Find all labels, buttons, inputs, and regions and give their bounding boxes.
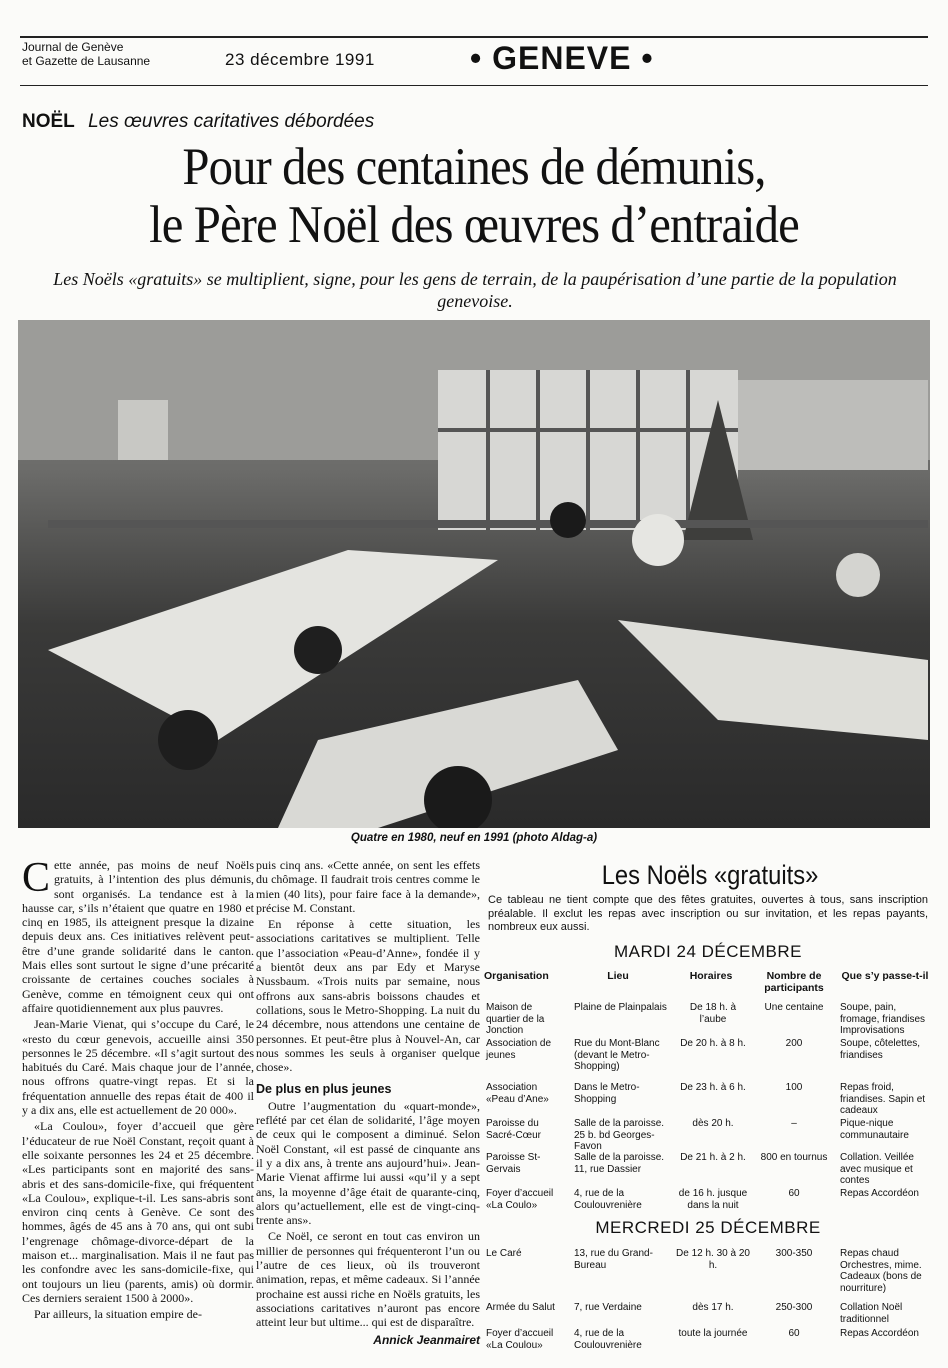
table-cell: Une centaine	[764, 1002, 824, 1013]
table-cell: 4, rue de la Coulouvrenière	[574, 1328, 642, 1351]
paragraph: Ce Noël, ce seront en tout cas environ un millier de personnes qui fréquenteront l’un ou l’autre de ces lieux, où ils trouveront animation, repas, et même cadeaux. Si l’année prochaine est aussi riche en Noëls gratuits, les associations caritatives n’auront pas encore atteint leur but ultime... qui est de disparaître.	[256, 1229, 480, 1330]
headline-line1: Pour des centaines de démunis,	[182, 138, 766, 196]
box-title: Les Noëls «gratuits»	[601, 860, 819, 890]
table-cell: 800 en tournus	[760, 1152, 828, 1163]
paragraph: Cette année, pas moins de neuf Noëls gratuits, à l’intention des plus démunis, sont organisés. La tendance est à la hausse car, s’ils n’étaient que quatre en 1980 et cinq en 1985, ils atteignent presque la dizaine depuis deux ans. Ces initiatives relèvent peut-être d’une grande solidarité dans le canton. Mais elles sont surtout le signe d’une précarité croissante de certaines couches sociales à Genève, comme en témoignent ceux qui ont affaire quotidiennement aux plus pauvres.	[22, 855, 254, 1015]
table-cell: Foyer d’accueil «La Coulou»	[486, 1328, 554, 1351]
paragraph: En réponse à cette situation, les associations caritatives se multiplient. Telle que l’association «Peau-d’Anne», fondée il y a bientôt deux ans par Edy et Maryse Nussbaum. «Trois nuits par semaine, nous offrons aux sans-abris boissons chaudes et collations, sous le Metro-Shopping. La nuit du 24 décembre, nous attendons une centaine de personnes. Et peut-être plus à Nouvel-An, car nous sommes les seuls à organiser quelque chose».	[256, 917, 480, 1075]
table-cell: 100	[785, 1082, 803, 1093]
table-cell: Collation. Veillée avec musique et contes	[840, 1152, 914, 1186]
table-cell: 7, rue Verdaine	[574, 1302, 642, 1313]
table-cell: De 20 h. à 8 h.	[680, 1038, 746, 1049]
table-cell: 60	[788, 1328, 800, 1339]
table-cell: 200	[785, 1038, 803, 1049]
table-cell: 60	[788, 1188, 800, 1199]
table-cell: Collation Noël traditionnel	[840, 1302, 903, 1325]
author-signature: Annick Jeanmairet	[373, 1332, 480, 1347]
section-title: • GENEVE •	[470, 40, 654, 76]
table-cell: 250-300	[775, 1302, 813, 1313]
day-heading-1: MARDI 24 DÉCEMBRE	[614, 942, 802, 961]
paragraph: puis cinq ans. «Cette année, on sent les effets du chômage. Il faudrait trois centres comme le mien (40 lits), pour faire face à la demande», précise M. Constant.	[256, 858, 480, 915]
table-cell: Soupe, côtelettes, friandises	[840, 1038, 921, 1061]
table-cell: Soupe, pain, fromage, friandises Improvisations	[840, 1002, 926, 1036]
table-cell: Salle de la paroisse. 25 b. bd Georges-Favon	[574, 1118, 665, 1152]
table-cell: Plaine de Plainpalais	[574, 1002, 667, 1013]
kicker-tag: NOËL	[22, 111, 75, 132]
table-cell: Le Caré	[486, 1248, 522, 1259]
article-column-2	[256, 858, 480, 1347]
table-cell: Repas chaud Orchestres, mime. Cadeaux (bons de nourriture)	[840, 1248, 922, 1294]
paper-name-line1: Journal de Genève	[22, 40, 124, 54]
table-cell: De 18 h. à l’aube	[689, 1002, 737, 1025]
header-activites: Que s’y passe-t-il	[841, 970, 929, 982]
kicker-text: Les œuvres caritatives débordées	[88, 111, 375, 132]
table-cell: 300-350	[775, 1248, 813, 1259]
table-cell: dès 17 h.	[692, 1302, 734, 1313]
top-rule	[20, 36, 928, 38]
table-cell: Rue du Mont-Blanc (devant le Metro-Shopping)	[574, 1038, 660, 1072]
box-intro: Ce tableau ne tient compte que des fêtes gratuites, ouvertes à tous, sans inscription préalable. Il exclut les repas avec inscription ou sur invitation, et les repas payants, nombreux eux aussi.	[488, 894, 928, 933]
header-lieu: Lieu	[607, 970, 629, 982]
article-column-1	[22, 855, 254, 1324]
issue-date: 23 décembre 1991	[225, 50, 375, 69]
table-cell: Maison de quartier de la Jonction	[486, 1002, 545, 1036]
paragraph: Par ailleurs, la situation empire de-	[34, 1307, 202, 1322]
dropcap: C	[22, 855, 51, 901]
deck: Les Noëls «gratuits» se multiplient, signe, pour les gens de terrain, de la paupérisation d’une partie de la population genevoise.	[53, 269, 897, 311]
table-cell: toute la journée	[678, 1328, 748, 1339]
table-cell: Paroisse St-Gervais	[486, 1152, 541, 1175]
table-cell: De 12 h. 30 à 20 h.	[676, 1248, 750, 1271]
headline-line2: le Père Noël des œuvres d’entraide	[149, 196, 799, 254]
table-cell: Foyer d’accueil «La Coulo»	[486, 1188, 554, 1211]
table-cell: De 23 h. à 6 h.	[680, 1082, 746, 1093]
table-cell: 4, rue de la Coulouvrenière	[574, 1188, 642, 1211]
table-cell: Dans le Metro-Shopping	[574, 1082, 640, 1105]
table-cell: Salle de la paroisse. 11, rue Dassier	[574, 1152, 665, 1175]
table-cell: Paroisse du Sacré-Cœur	[486, 1118, 542, 1141]
header-participants: Nombre de participants	[764, 970, 824, 994]
table-cell: 13, rue du Grand-Bureau	[574, 1248, 653, 1271]
paragraph: «La Coulou», foyer d’accueil que gère l’éducateur de rue Noël Constant, reçoit quant à elle soixante personnes les 24 et 25 décembre. «Les participants sont en majorité des sans-abris et des sans-domicile-fixe, qui fréquentent «La Coulou», explique-t-il. Les sans-abris sont environ cinq cents à Genève. Ce sont des hommes, âgés de 45 ans à 70 ans, qui ont subi l’engrenage chômage-divorce-départ de la maison et... marginalisation. Mais il ne faut pas les confondre avec les sans-domicile-fixe, qui ont toujours un lieu (parents, amis) où dormir. Ces derniers seraient 1500 à 2000».	[22, 1119, 254, 1305]
table-cell: Association de jeunes	[486, 1038, 552, 1061]
article-photo	[18, 320, 930, 828]
table-cell: de 16 h. jusque dans la nuit	[678, 1188, 748, 1211]
table-cell: Repas Accordéon	[840, 1188, 919, 1199]
table-cell: dès 20 h.	[692, 1118, 734, 1129]
table-cell: Repas froid, friandises. Sapin et cadeaux	[840, 1082, 926, 1116]
kicker	[22, 111, 374, 133]
photo-illustration	[18, 320, 930, 828]
table-cell: Association «Peau d’Ane»	[486, 1082, 549, 1105]
paragraph: Jean-Marie Vienat, qui s’occupe du Caré, le «resto du cœur genevois, accueille ainsi 350 personnes le 25 décembre. «Il s’agit surtout des habitués du Caré. Mais chaque jour de l’année, nous offrons quatre-vingt repas. Et si la fréquentation annuelle des repas était de 400 il y a dix ans, elle est actuellement de 20 000».	[22, 1017, 254, 1118]
masthead-rule	[20, 85, 928, 86]
table-cell: Repas Accordéon	[840, 1328, 919, 1339]
header-horaires: Horaires	[689, 970, 733, 982]
table-cell: –	[791, 1118, 797, 1129]
paragraph: Outre l’augmentation du «quart-monde», reflété par cet élan de solidarité, l’âge moyen de ceux qui le composent a diminué. Selon Noël Constant, «il est passé de cinquante ans il y a dix ans, à trente ans aujourd’hui». Jean-Marie Vienat affirme lui aussi «qu’il y a sept ans, la moyenne d’âge était de quarante-cinq, alors qu’actuellement, elle est de vingt-cinq-trente ans».	[256, 1098, 480, 1228]
table-cell: Pique-nique communautaire	[840, 1118, 909, 1141]
paper-name-line2: et Gazette de Lausanne	[22, 54, 151, 68]
headline	[56, 138, 891, 254]
subhead: De plus en plus jeunes	[256, 1082, 392, 1097]
table-cell: De 21 h. à 2 h.	[680, 1152, 746, 1163]
table-cell: Armée du Salut	[486, 1302, 555, 1313]
day-heading-2: MERCREDI 25 DÉCEMBRE	[595, 1218, 821, 1237]
header-organisation: Organisation	[484, 970, 549, 982]
masthead-paper-name	[22, 40, 150, 68]
photo-caption: Quatre en 1980, neuf en 1991 (photo Aldag-a)	[350, 832, 598, 844]
